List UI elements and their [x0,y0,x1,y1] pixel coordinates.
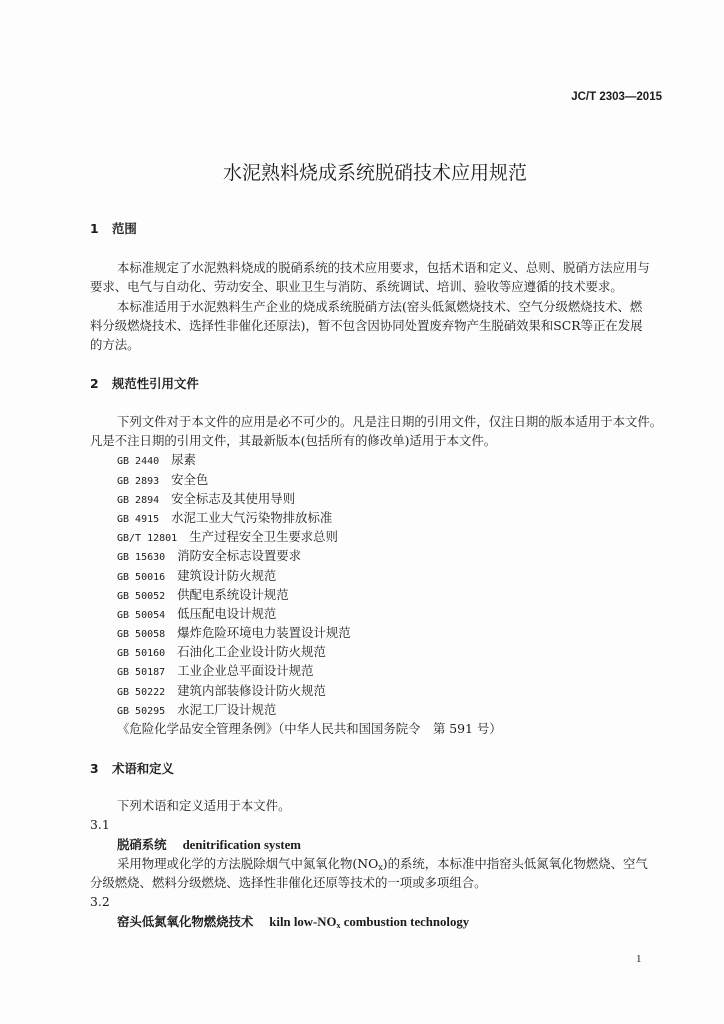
section-number: 2 [90,376,99,391]
reference-title: 水泥工厂设计规范 [177,701,277,717]
normative-references-text [90,412,670,738]
reference-code: GB 50222 [117,686,166,698]
reference-code: GB 15630 [117,552,166,564]
term-chinese: 脱硝系统 [117,836,167,852]
reference-item [90,623,670,642]
reference-code: GB 50016 [117,571,166,583]
definition-text: )的系统，本标准中指窑头低氮氧化物燃烧、空气 [382,855,648,871]
regulation-reference: 《危险化学品安全管理条例》（中华人民共和国国务院令 第 591 号） [117,721,502,736]
paragraph-line: 本标准适用于水泥熟料生产企业的烧成系统脱硝方法(窑头低氮燃烧技术、空气分级燃烧技术、燃 [117,298,643,314]
paragraph-line: 料分级燃烧技术、选择性非催化还原法)，暂不包含因协同处置废弃物产生脱硝效果和SCR等正在发展 [90,317,643,333]
reference-item [90,661,670,680]
reference-title: 爆炸危险环境电力装置设计规范 [177,625,351,641]
reference-item [90,585,670,604]
term-english: denitrification system [182,837,301,852]
document-title: 水泥熟料烧成系统脱硝技术应用规范 [222,162,527,184]
definition-text: 采用物理或化学的方法脱除烟气中氮氧化物(NO [117,855,379,871]
terms-definitions-text [90,796,670,931]
reference-code: GB/T 12801 [117,533,178,545]
reference-title: 尿素 [171,452,196,468]
subscript: x [378,862,383,872]
reference-item [90,700,670,719]
section-title: 范围 [112,221,137,236]
reference-item [90,681,670,700]
paragraph-line: 凡是不注日期的引用文件，其最新版本(包括所有的修改单)适用于本文件。 [90,433,497,449]
standard-code: JC/T 2303—2015 [571,91,662,103]
reference-code: GB 50054 [117,609,166,621]
section-title: 术语和定义 [112,761,174,776]
reference-title: 供配电系统设计规范 [177,586,289,602]
paragraph-line: 的方法。 [90,337,140,353]
reference-title: 石油化工企业设计防火规范 [177,644,326,660]
reference-code: GB 50052 [117,590,166,602]
term-english [269,915,469,929]
scope-text [90,258,670,354]
reference-item [90,450,670,469]
reference-item [90,470,670,489]
paragraph-line: 下列文件对于本文件的应用是必不可少的。凡是注日期的引用文件，仅注日期的版本适用于本文件。 [117,414,663,429]
paragraph-line: 下列术语和定义适用于本文件。 [117,798,291,813]
section-heading-normative-references [90,374,199,393]
reference-item [90,508,670,527]
subscript: x [336,920,341,930]
reference-title: 建筑内部装修设计防火规范 [177,682,326,698]
reference-code: GB 50187 [117,667,166,679]
reference-item [90,566,670,585]
section-number: 1 [90,221,99,236]
page-number: 1 [636,953,642,965]
reference-title: 安全色 [171,471,209,487]
reference-title: 消防安全标志设置要求 [177,548,302,564]
paragraph-line: 要求、电气与自动化、劳动安全、职业卫生与消防、系统调试、培训、验收等应遵循的技术要求。 [90,279,623,295]
reference-title: 生产过程安全卫生要求总则 [189,529,338,545]
reference-code: GB 50160 [117,648,166,660]
reference-code: GB 4915 [117,513,160,525]
reference-code: GB 2893 [117,475,160,487]
term-entry [90,835,670,854]
section-number: 3 [90,761,99,776]
section-title: 规范性引用文件 [112,376,199,391]
definition-line: 分级燃烧、燃料分级燃烧、选择性非催化还原等技术的一项或多项组合。 [90,875,487,891]
reference-code: GB 2894 [117,494,160,506]
term-number: 3.1 [90,817,110,833]
term-english-text: kiln low-NO [269,914,337,929]
reference-item [90,604,670,623]
reference-item [90,546,670,565]
reference-code: GB 50058 [117,629,166,641]
reference-title: 建筑设计防火规范 [177,567,277,583]
section-heading-terms-definitions [90,759,174,778]
reference-item [90,642,670,661]
reference-title: 安全标志及其使用导则 [171,490,296,506]
term-chinese: 窑头低氮氧化物燃烧技术 [117,913,254,929]
term-entry [90,912,670,931]
paragraph-line: 本标准规定了水泥熟料烧成的脱硝系统的技术应用要求，包括术语和定义、总则、脱硝方法应用与 [117,260,650,275]
reference-item [90,527,670,546]
reference-title: 水泥工业大气污染物排放标准 [171,509,333,525]
term-english-text: combustion technology [340,914,470,929]
reference-code: GB 2440 [117,456,160,468]
reference-item [90,489,670,508]
section-heading-scope [90,219,137,238]
reference-code: GB 50295 [117,705,166,717]
definition-line [90,854,670,873]
term-number: 3.2 [90,894,110,910]
reference-title: 低压配电设计规范 [177,605,277,621]
reference-title: 工业企业总平面设计规范 [177,663,314,679]
